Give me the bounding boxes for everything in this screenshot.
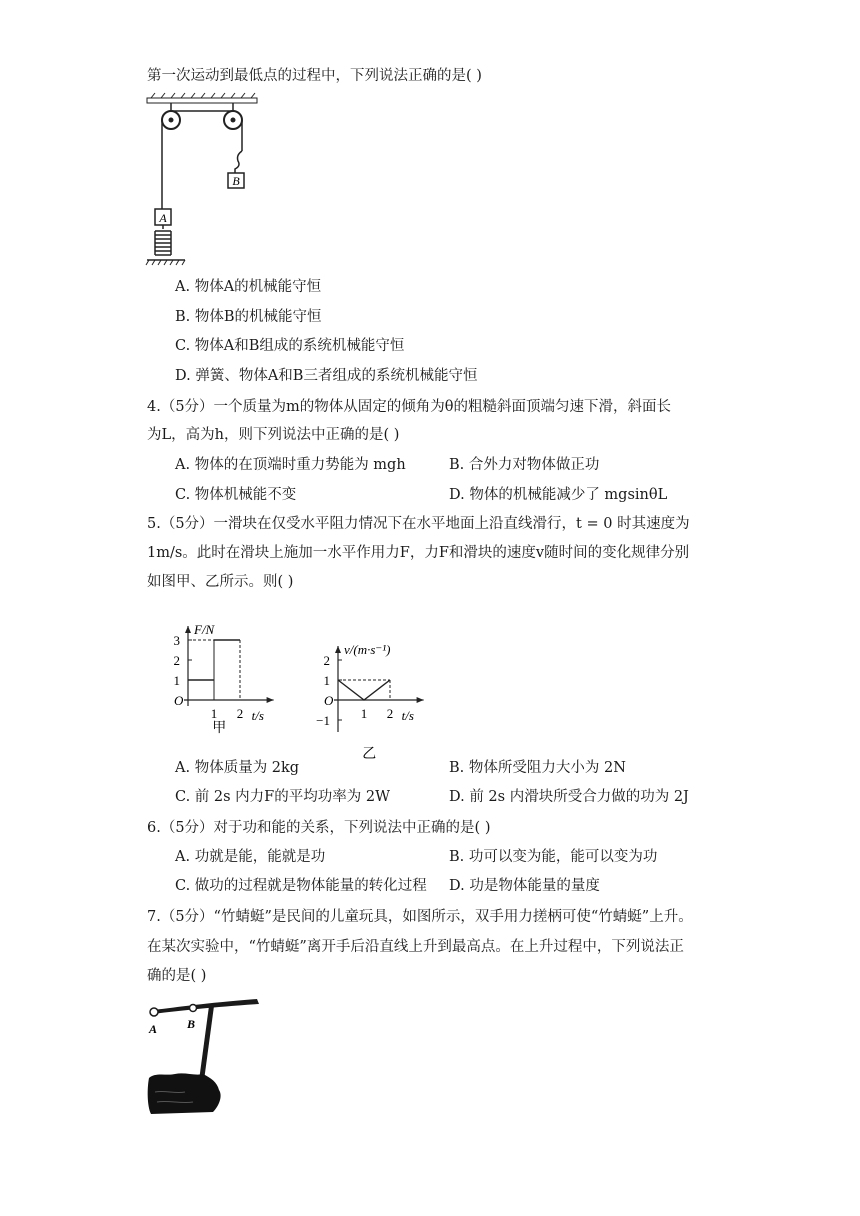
x-tick-label: 2 [236,706,244,721]
q6-stem: 6.（5分）对于功和能的关系，下列说法中正确的是( ) [147,820,491,836]
x-tick-label: 1 [210,706,218,721]
q5-stem-line2: 1m/s。此时在滑块上施加一水平作用力F，力F和滑块的速度v随时间的变化规律分别 [147,545,690,561]
y-axis-label: v/(m·s⁻¹) [344,642,391,657]
pulley-spring-figure [145,96,260,268]
pulley-right [224,103,242,129]
q3-stem: 第一次运动到最低点的过程中，下列说法正确的是( ) [147,68,482,84]
q3-option-d: D. 弹簧、物体A和B三者组成的系统机械能守恒 [175,368,478,384]
q5-option-c: C. 前 2s 内力F的平均功率为 2W [175,789,390,805]
q6-option-d: D. 功是物体能量的量度 [449,878,600,894]
bamboo-dragonfly-figure [145,996,265,1118]
chart-caption: 甲 [212,721,227,736]
y-axis-arrow [335,646,341,653]
q5-stem-line1: 5.（5分）一滑块在仅受水平阻力情况下在水平地面上沿直线滑行，t = 0 时其速度为 [147,516,690,532]
q7-stem-line3: 确的是( ) [147,968,207,984]
q4-stem-line2: 为L，高为h，则下列说法中正确的是( ) [147,427,400,443]
y-tick-label: 2 [323,653,330,668]
q4-stem-line1: 4.（5分）一个质量为m的物体从固定的倾角为θ的粗糙斜面顶端匀速下滑，斜面长 [147,399,672,415]
origin-label: O [324,693,334,708]
hand [148,1073,221,1114]
x-axis-label: t/s [251,708,264,723]
label-a: A [159,211,167,225]
q6-option-a: A. 功就是能，能就是功 [175,849,326,865]
point-a-marker [150,1008,158,1016]
q6-option-b: B. 功可以变为能，能可以变为功 [449,849,658,865]
y-tick-label: −1 [316,713,330,728]
series-line [338,680,390,700]
x-tick-label: 2 [386,706,394,721]
q4-option-c: C. 物体机械能不变 [175,487,297,503]
x-axis-arrow [267,697,274,703]
x-axis-label: t/s [401,708,414,723]
y-tick-label: 3 [173,633,180,648]
q5-option-d: D. 前 2s 内滑块所受合力做的功为 2J [449,789,689,805]
pulley-left [162,103,180,129]
q7-stem-line1: 7.（5分）“竹蜻蜓”是民间的儿童玩具，如图所示，双手用力搓柄可使“竹蜻蜓”上升。 [147,909,693,925]
q5-option-b: B. 物体所受阻力大小为 2N [449,760,626,776]
y-tick-label: 2 [173,653,180,668]
chart-yi-velocity-time [290,602,430,762]
q5-stem-line3: 如图甲、乙所示。则( ) [147,574,294,590]
q4-option-a: A. 物体的在顶端时重力势能为 mgh [175,457,406,473]
q3-option-a: A. 物体A的机械能守恒 [175,279,322,295]
point-b-marker [190,1005,197,1012]
q3-option-b: B. 物体B的机械能守恒 [175,309,322,325]
label-a: A [149,1022,158,1036]
blade [153,999,259,1014]
q5-option-a: A. 物体质量为 2kg [175,760,300,776]
x-tick-label: 1 [360,706,368,721]
q4-option-d: D. 物体的机械能减少了 mgsinθL [449,487,668,503]
q6-option-c: C. 做功的过程就是物体能量的转化过程 [175,878,427,894]
x-axis-arrow [417,697,424,703]
label-b: B [187,1017,196,1031]
y-tick-label: 1 [323,673,330,688]
label-b: B [232,174,240,188]
chart-caption: 乙 [362,747,377,762]
chart-jia-force-time [140,602,280,752]
q3-option-c: C. 物体A和B组成的系统机械能守恒 [175,338,405,354]
y-tick-label: 1 [173,673,180,688]
origin-label: O [174,693,184,708]
y-axis-label: F/N [194,622,215,637]
q7-stem-line2: 在某次实验中，“竹蜻蜓”离开手后沿直线上升到最高点。在上升过程中，下列说法正 [147,939,684,955]
q4-option-b: B. 合外力对物体做正功 [449,457,600,473]
y-axis-arrow [185,626,191,633]
spring [155,225,171,255]
